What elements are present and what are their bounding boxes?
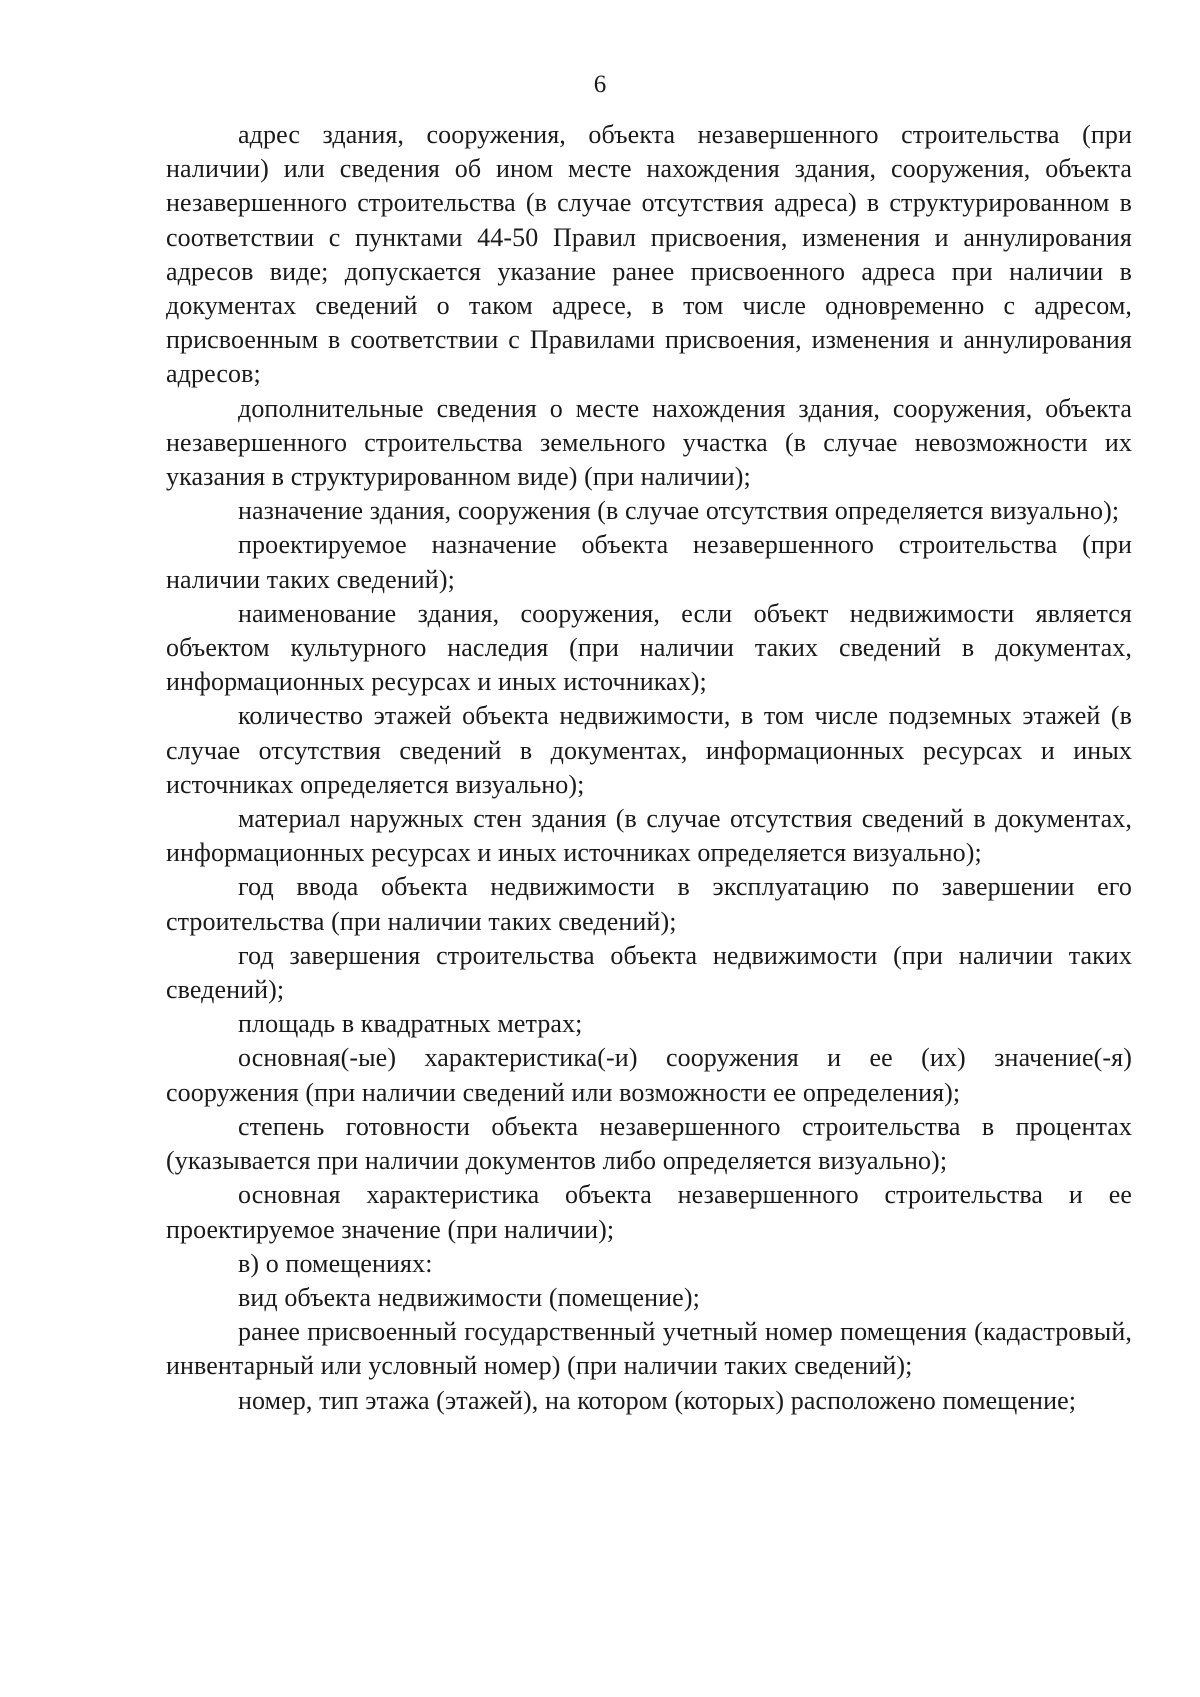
paragraph-building-name: наименование здания, сооружения, если объект недвижимости является объектом культурного наследия (при наличии таких сведений в документах, информационных ресурсах и иных источниках); (166, 598, 1132, 697)
paragraph-floor-count: количество этажей объекта недвижимости, в том числе подземных этажей (в случае отсутствия сведений в документах, информационных ресурсах и иных источниках определяется визуально); (166, 701, 1132, 799)
paragraph-wall-material: материал наружных стен здания (в случае отсутствия сведений в документах, информационных ресурсах и иных источниках определяется визуально); (166, 804, 1132, 868)
paragraph-main-characteristics: основная(-ые) характеристика(-и) сооружения и ее (их) значение(-я) сооружения (при наличии сведений или возможности ее определения); (166, 1043, 1132, 1107)
paragraph-premises-heading: в) о помещениях: (238, 1248, 433, 1278)
paragraph-area: площадь в квадратных метрах; (238, 1009, 583, 1039)
page-number: 6 (593, 71, 607, 98)
paragraph-readiness-degree: степень готовности объекта незавершенного строительства в процентах (указывается при наличии документов либо определяется визуально); (166, 1111, 1132, 1176)
paragraph-completion-year: год завершения строительства объекта недвижимости (при наличии таких сведений); (166, 940, 1132, 1005)
paragraph-building-purpose: назначение здания, сооружения (в случае отсутствия определяется визуально); (238, 496, 1120, 526)
paragraph-address: адрес здания, сооружения, объекта незавершенного строительства (при наличии) или сведения об ином месте нахождения здания, сооружения, объекта незавершенного строительства (в случае отсутствия адреса) в структурированном в соответствии с пунктами 44-50 Правил присвоения, изменения и аннулирования адресов виде; допускается указание ранее присвоенного адреса при наличии в документах сведений о таком адресе, в том числе одновременно с адресом, присвоенным в соответствии с Правилами присвоения, изменения и аннулирования адресов; (166, 120, 1132, 389)
paragraph-premises-type: вид объекта недвижимости (помещение); (238, 1282, 700, 1312)
paragraph-commissioning-year: год ввода объекта недвижимости в эксплуатацию по завершении его строительства (при наличии таких сведений); (166, 872, 1132, 936)
paragraph-previous-number: ранее присвоенный государственный учетный номер помещения (кадастровый, инвентарный или условный номер) (при наличии таких сведений); (166, 1317, 1132, 1381)
paragraph-floor-number: номер, тип этажа (этажей), на котором (которых) расположено помещение; (238, 1385, 1077, 1415)
paragraph-additional-location: дополнительные сведения о месте нахождения здания, сооружения, объекта незавершенного строительства земельного участка (в случае невозможности их указания в структурированном виде) (при наличии); (166, 393, 1132, 492)
paragraph-projected-characteristic: основная характеристика объекта незавершенного строительства и ее проектируемое значение (при наличии); (166, 1180, 1132, 1244)
document-body (166, 118, 1132, 1418)
paragraph-projected-purpose: проектируемое назначение объекта незавершенного строительства (при наличии таких сведений); (166, 530, 1132, 594)
